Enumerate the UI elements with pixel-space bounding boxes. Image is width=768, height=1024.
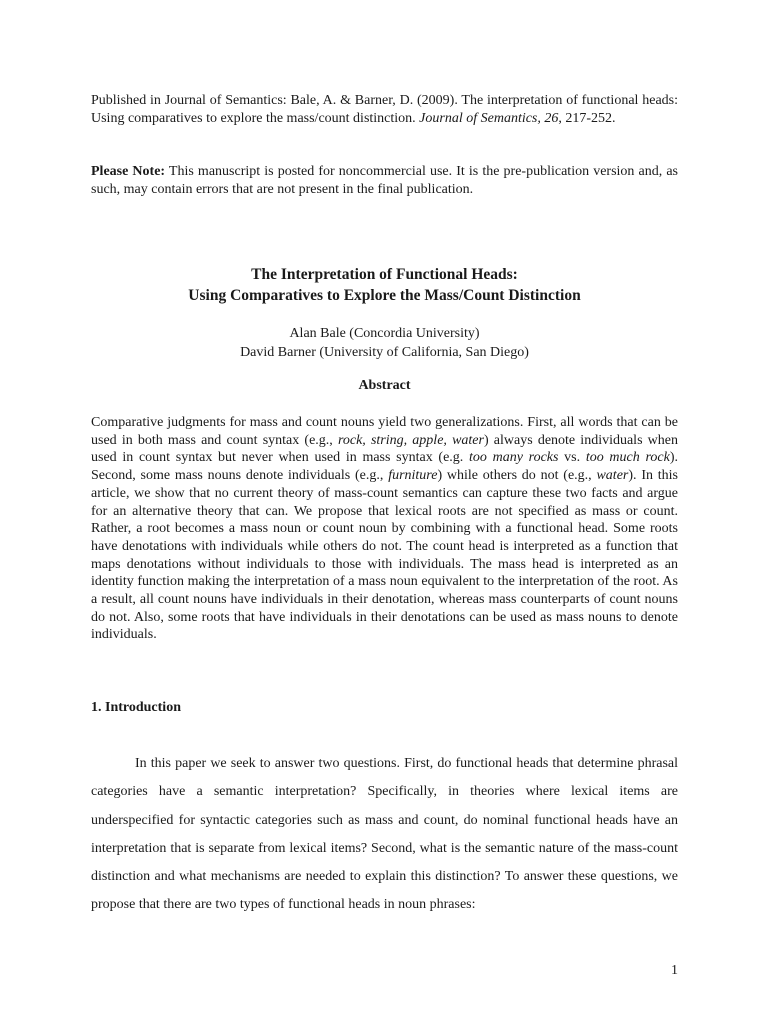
abstract-example: too much rock: [585, 450, 670, 466]
abstract-text: [91, 414, 678, 644]
abstract-example: rock, string, apple, water: [337, 432, 484, 448]
publication-text: Published in Journal of Semantics: Bale, A. & Barner, D. (2009). The interpretation of functional heads: Using comparatives to explore the mass/count distinction.: [91, 93, 678, 126]
manuscript-note: [91, 163, 678, 198]
abstract-segment: ) while others do not (e.g.,: [437, 468, 597, 484]
abstract-heading: Abstract: [358, 378, 411, 393]
title-line-2: Using Comparatives to Explore the Mass/Count Distinction: [188, 287, 581, 304]
author-1: Alan Bale (Concordia University): [289, 326, 480, 341]
note-label: Please Note:: [91, 164, 166, 179]
abstract-segment: ) always denote individuals when used in count syntax but never when used in mass syntax (e.g.: [91, 432, 679, 466]
abstract-segment: ). Second, some mass nouns denote individuals (e.g.,: [91, 450, 678, 484]
abstract-example: water: [596, 468, 629, 484]
abstract-example: furniture: [388, 468, 438, 484]
abstract-segment: Comparative judgments for mass and count nouns yield two generalizations. First, all words that can be used in both mass and count syntax (e.g.,: [91, 415, 678, 448]
introduction-paragraph: In this paper we seek to answer two questions. First, do functional heads that determine phrasal categories have a semantic interpretation? Specifically, in theories where lexical items are underspecified for syntactic categories such as mass and count, do nominal functional heads have an interpretation that is separate from lexical items? Second, what is the semantic nature of the mass-count distinction and what mechanisms are needed to explain this distinction? To answer these questions, we propose that there are two types of functional heads in noun phrases:: [91, 756, 678, 913]
publication-journal: Journal of Semantics, 26: [419, 110, 559, 126]
abstract-segment: ). In this article, we show that no current theory of mass-count semantics can capture these two facts and argue for an alternative theory that can. We propose that lexical roots are not specified as mass or count. Rather, a root becomes a mass noun or count noun by combining with a functional head. Some roots have denotations with individuals while others do not. The count head is interpreted as a function that maps denotations without individuals to those with individuals. The mass head is interpreted as an identity function making the interpretation of a mass noun equivalent to the interpretation of the root. As a result, all count nouns have individuals in their denotation, whereas mass counterparts of count nouns do not. Also, some roots that have individuals in their denotations can be used as mass nouns to denote individuals.: [91, 468, 678, 643]
publication-info: [91, 92, 678, 127]
abstract-example: too many rocks: [469, 450, 559, 466]
title-line-1: The Interpretation of Functional Heads:: [251, 266, 518, 283]
publication-pages: , 217-252.: [558, 110, 616, 126]
note-text: This manuscript is posted for noncommercial use. It is the pre-publication version and, as such, may contain errors that are not present in the final publication.: [91, 164, 678, 197]
paper-title: [91, 264, 678, 306]
page-number: 1: [671, 963, 678, 978]
author-list: [91, 324, 678, 362]
section-heading-introduction: 1. Introduction: [91, 700, 181, 715]
author-2: David Barner (University of California, San Diego): [240, 345, 529, 360]
abstract-segment: vs.: [558, 450, 586, 466]
